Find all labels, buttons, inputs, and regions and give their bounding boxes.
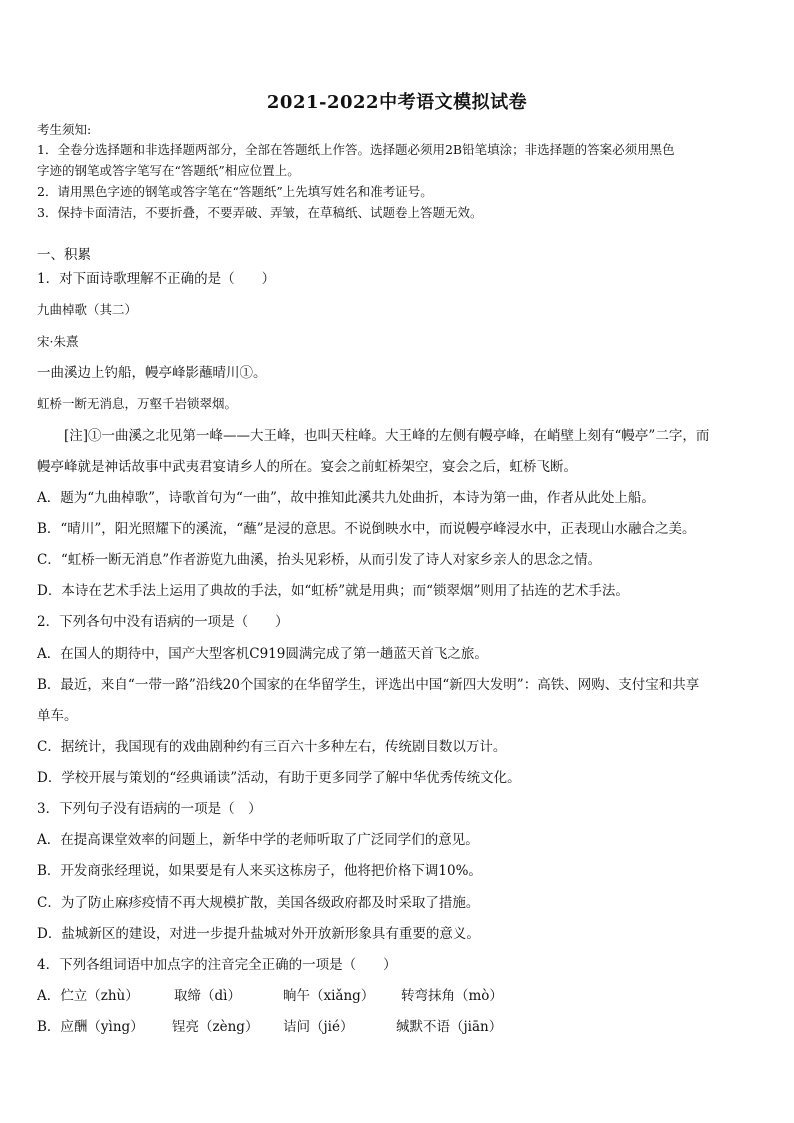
option-a-word: 取缔（dì） xyxy=(174,988,241,1004)
notice-heading: 考生须知: xyxy=(37,122,92,137)
notice-item: 1．全卷分选择题和非选择题两部分，全部在答题纸上作答。选择题必须用2B铅笔填涂；非选择题的答案必须用黑色 xyxy=(37,142,675,157)
option-d: D．学校开展与策划的“经典诵读”活动，有助于更多同学了解中华优秀传统文化。 xyxy=(37,770,521,786)
option-b-word: 锃亮（zèng） xyxy=(172,1019,259,1035)
question-stem: 3．下列句子没有语病的一项是（ ） xyxy=(37,801,262,817)
notice-item: 2．请用黑色字迹的钢笔或答字笔在“答题纸”上先填写姓名和准考证号。 xyxy=(37,184,433,199)
poem-line: 一曲溪边上钓船，幔亭峰影蘸晴川①。 xyxy=(37,365,267,381)
option-b-continued: 单车。 xyxy=(37,708,78,724)
poem-author: 宋·朱熹 xyxy=(37,334,79,349)
section-heading: 一、积累 xyxy=(37,247,91,263)
option-a: A．题为“九曲棹歌”，诗歌首句为“一曲”，故中推知此溪共九处曲折，本诗为第一曲，作者从此处上船。 xyxy=(37,490,655,506)
option-b: B．最近，来自“一带一路”沿线20个国家的在华留学生，评选出中国“新四大发明”：高铁、网购、支付宝和共享 xyxy=(37,677,700,693)
option-a-word: 转弯抹角（mò） xyxy=(401,988,503,1004)
notice-item: 字迹的钢笔或答字笔写在“答题纸”相应位置上。 xyxy=(37,163,300,178)
option-c: C．据统计，我国现有的戏曲剧种约有三百六十多种左右，传统剧目数以万计。 xyxy=(37,739,507,755)
option-a: A．在国人的期待中，国产大型客机C919圆满完成了第一趟蓝天首飞之旅。 xyxy=(37,646,488,662)
option-c: C．为了防止麻疹疫情不再大规模扩散，美国各级政府都及时采取了措施。 xyxy=(37,895,480,911)
option-b-word: 诘问（jié） xyxy=(283,1019,354,1035)
option-b-word: B．应酬（yìng） xyxy=(37,1019,144,1035)
question-stem: 2．下列各句中没有语病的一项是（ ） xyxy=(37,614,289,630)
page-title: 2021-2022中考语文模拟试卷 xyxy=(266,92,528,113)
poem-note: 幔亭峰就是神话故事中武夷君宴请乡人的所在。宴会之前虹桥架空，宴会之后，虹桥飞断。 xyxy=(37,459,577,475)
poem-note: [注]①一曲溪之北见第一峰——大王峰，也叫天柱峰。大王峰的左侧有幔亭峰，在峭壁上刻有“幔亭”二字，而 xyxy=(64,428,710,444)
notice-item: 3．保持卡面清洁，不要折叠，不要弄破、弄皱，在草稿纸、试题卷上答题无效。 xyxy=(37,205,483,220)
option-c: C．“虹桥一断无消息”作者游览九曲溪，抬头见彩桥，从而引发了诗人对家乡亲人的思念之情。 xyxy=(37,552,602,568)
option-b: B．“晴川”，阳光照耀下的溪流，“蘸”是浸的意思。不说倒映水中，而说幔亭峰浸水中，正表现山水融合之美。 xyxy=(37,521,696,537)
option-d: D．盐城新区的建设，对进一步提升盐城对外开放新形象具有重要的意义。 xyxy=(37,926,480,942)
option-a: A．在提高课堂效率的问题上，新华中学的老师听取了广泛同学们的意见。 xyxy=(37,832,479,848)
question-stem: 1．对下面诗歌理解不正确的是（ ） xyxy=(37,271,276,287)
option-b: B．开发商张经理说，如果要是有人来买这栋房子，他将把价格下调10%。 xyxy=(37,863,482,879)
poem-line: 虹桥一断无消息，万壑千岩锁翠烟。 xyxy=(37,396,238,411)
option-a-word: A．伫立（zhù） xyxy=(37,988,139,1004)
option-a-word: 晌午（xiǎng） xyxy=(283,988,375,1004)
poem-title: 九曲棹歌（其二） xyxy=(37,302,138,317)
option-d: D．本诗在艺术手法上运用了典故的手法，如“虹桥”就是用典；而“锁翠烟”则用了拈连的艺术手法。 xyxy=(37,583,629,599)
option-b-word: 缄默不语（jiān） xyxy=(396,1019,503,1035)
question-stem: 4．下列各组词语中加点字的注音完全正确的一项是（ ） xyxy=(37,957,397,973)
